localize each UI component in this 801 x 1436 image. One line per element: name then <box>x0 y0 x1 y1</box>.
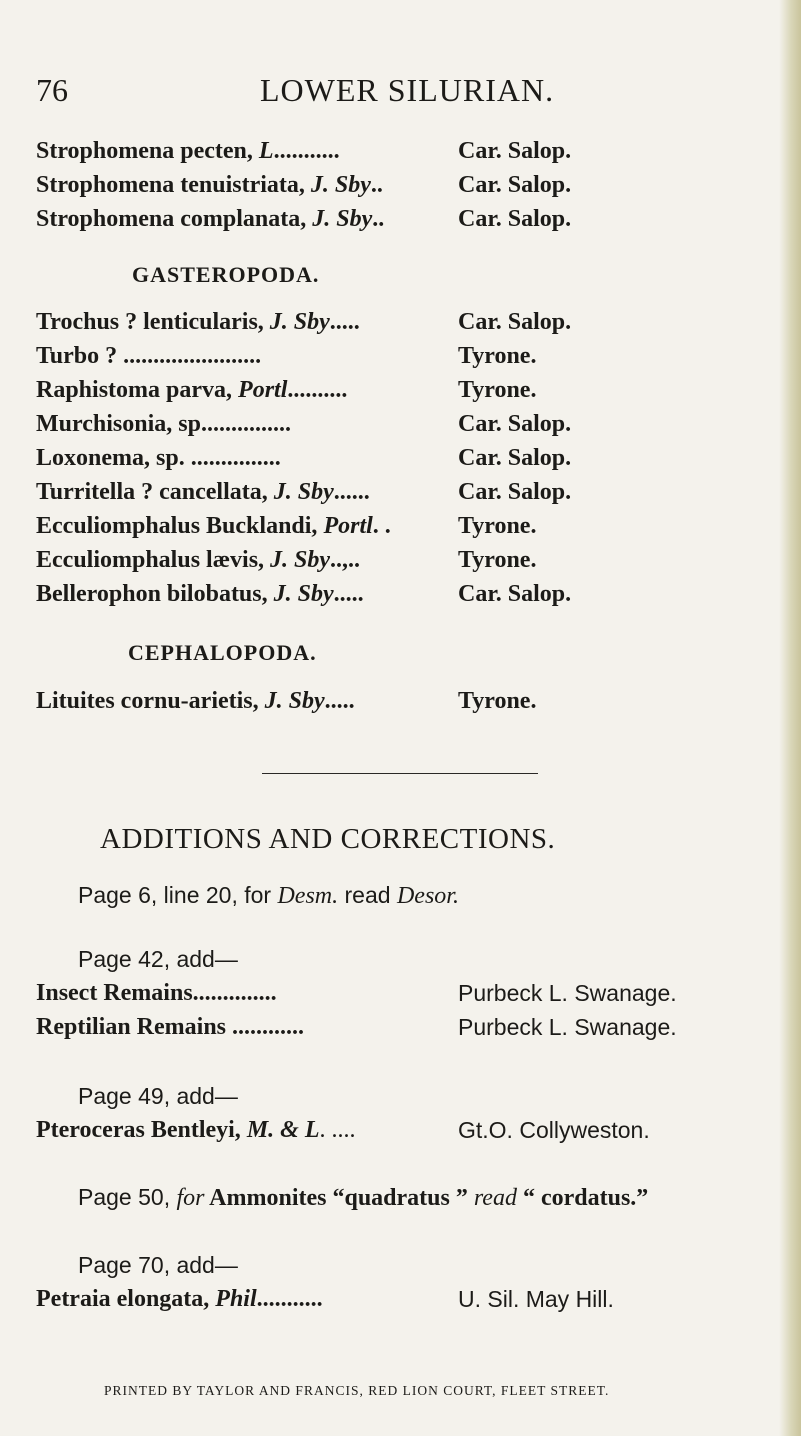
section-heading-cephalopoda: CEPHALOPODA. <box>128 640 317 665</box>
section-heading-gasteropoda: GASTEROPODA. <box>132 262 320 287</box>
locality: Tyrone. <box>458 377 537 403</box>
locality: Car. Salop. <box>458 411 572 437</box>
printer-imprint: PRINTED BY TAYLOR AND FRANCIS, RED LION COURT, FLEET STREET. <box>104 1383 610 1398</box>
addition-note: Page 49, add— <box>78 1083 238 1109</box>
addition-note: Page 70, add— <box>78 1252 238 1278</box>
locality: Tyrone. <box>458 688 537 714</box>
locality: Car. Salop. <box>458 138 572 164</box>
running-head: LOWER SILURIAN. <box>260 72 555 108</box>
locality: Purbeck L. Swanage. <box>458 980 677 1006</box>
locality: Car. Salop. <box>458 581 572 607</box>
section-divider <box>262 773 538 774</box>
correction-note: Page 6, line 20, for Desm. read Desor. <box>78 882 459 909</box>
locality: Car. Salop. <box>458 206 572 232</box>
correction-note: Page 50, for Ammonites “quadratus ” read “ cordatus.” <box>78 1184 649 1211</box>
locality: Tyrone. <box>458 343 537 369</box>
locality: Car. Salop. <box>458 172 572 198</box>
addition-note: Page 42, add— <box>78 946 238 972</box>
locality: U. Sil. May Hill. <box>458 1286 614 1312</box>
page-number: 76 <box>36 72 68 108</box>
locality: Tyrone. <box>458 547 537 573</box>
locality: Car. Salop. <box>458 445 572 471</box>
locality: Tyrone. <box>458 513 537 539</box>
page-header <box>36 72 736 112</box>
locality: Purbeck L. Swanage. <box>458 1014 677 1040</box>
book-page: 76 LOWER SILURIAN. Strophomena pecten, L........... Car. Salop. Strophomena tenuistriata, J. Sby.. Car. Salop. Strophomena complanata, J. Sby.. Car. Salop. GASTEROPODA. Trochus ? lenticularis, J. Sby..... Car. Salop. Turbo ? ....................... Tyrone. Raphistoma parva, Portl.......... Tyrone. Murchisonia, sp............... Car. Salop. Loxonema, sp. ............... Car. Salop. Turritella ? cancellata, J. Sby...... Car. Salop. Ecculiomphalus Bucklandi, Portl. . Tyrone. Ecculiomphalus lævis, J. Sby..,.. Tyrone. Bellerophon bilobatus, J. Sby..... Car. Salop. CEPHALOPODA. Lituites cornu-arietis, J. Sby..... Tyrone. ADDITIONS AND CORRECTIONS. Page 6, line 20, for Desm. read Desor. Page 42, add— Insect Remains.............. Purbeck L. Swanage. Reptilian Remains ............ Purbeck L. Swanage. Page 49, add— Pteroceras Bentleyi, M. & L. .... Gt.O. Collyweston. Page 50, for Ammonites “quadratus ” read “ cordatus.” Page 70, add— Petraia elongata, Phil........... U. Sil. May Hill. PRINTED BY TAYLOR AND FRANCIS, RED LION COURT, FLEET STREET. <box>0 0 801 1436</box>
locality: Car. Salop. <box>458 309 572 335</box>
additions-title: ADDITIONS AND CORRECTIONS. <box>100 823 556 855</box>
locality: Gt.O. Collyweston. <box>458 1117 650 1143</box>
locality: Car. Salop. <box>458 479 572 505</box>
page-edge-shadow <box>779 0 801 1436</box>
